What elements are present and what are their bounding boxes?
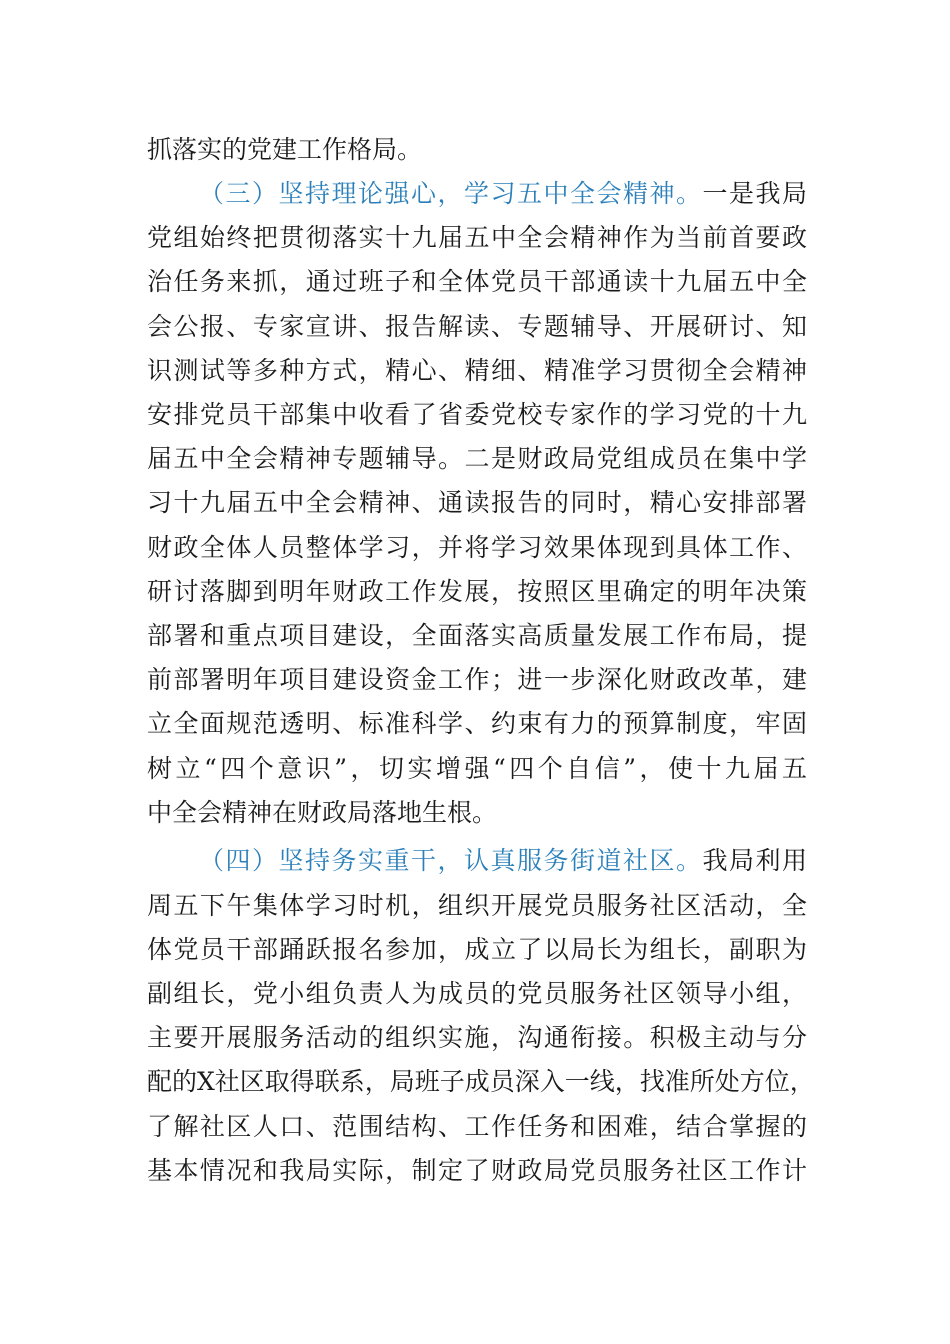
paragraph-line: 抓落实的党建工作格局。: [147, 135, 423, 164]
paragraph-line: 安排党员干部集中收看了省委党校专家作的学习党的十九: [147, 400, 807, 429]
paragraph-line: 周五下午集体学习时机，组织开展党员服务社区活动，全: [147, 891, 807, 920]
paragraph-line: 配的X社区取得联系，局班子成员深入一线，找准所处方位，: [147, 1067, 815, 1096]
paragraph-line: 基本情况和我局实际，制定了财政局党员服务社区工作计: [147, 1156, 807, 1185]
paragraph-line-with-heading: [199, 172, 807, 216]
paragraph-line-with-heading: [199, 839, 807, 883]
paragraph-line: 前部署明年项目建设资金工作；进一步深化财政改革，建: [147, 665, 807, 694]
paragraph-line: 研讨落脚到明年财政工作发展，按照区里确定的明年决策: [147, 577, 807, 606]
paragraph-line: 财政全体人员整体学习，并将学习效果体现到具体工作、: [147, 533, 807, 562]
paragraph-line: 识测试等多种方式，精心、精细、精准学习贯彻全会精神: [147, 356, 807, 385]
paragraph-line: 党组始终把贯彻落实十九届五中全会精神作为当前首要政: [147, 223, 807, 252]
paragraph-line: 习十九届五中全会精神、通读报告的同时，精心安排部署: [147, 488, 807, 517]
paragraph-text: 一是我局: [702, 179, 807, 208]
paragraph-line: 立全面规范透明、标准科学、约束有力的预算制度，牢固: [147, 709, 807, 738]
paragraph-line: 中全会精神在财政局落地生根。: [147, 798, 498, 827]
paragraph-text: 我局利用: [702, 846, 807, 875]
paragraph-line: 了解社区人口、范围结构、工作任务和困难，结合掌握的: [147, 1112, 807, 1141]
paragraph-line: 治任务来抓，通过班子和全体党员干部通读十九届五中全: [147, 267, 807, 296]
paragraph-line: 部署和重点项目建设，全面落实高质量发展工作布局，提: [147, 621, 807, 650]
paragraph-line: 会公报、专家宣讲、报告解读、专题辅导、开展研讨、知: [147, 312, 807, 341]
paragraph-line: 体党员干部踊跃报名参加，成立了以局长为组长，副职为: [147, 935, 807, 964]
paragraph-line: 副组长，党小组负责人为成员的党员服务社区领导小组，: [147, 979, 807, 1008]
section-heading-three: （三）坚持理论强心，学习五中全会精神。: [199, 179, 703, 208]
paragraph-line: 届五中全会精神专题辅导。二是财政局党组成员在集中学: [147, 444, 807, 473]
paragraph-line: 主要开展服务活动的组织实施，沟通衔接。积极主动与分: [147, 1023, 807, 1052]
paragraph-line: 树立“四个意识”，切实增强“四个自信”，使十九届五: [147, 754, 807, 783]
section-heading-four: （四）坚持务实重干，认真服务街道社区。: [199, 846, 703, 875]
